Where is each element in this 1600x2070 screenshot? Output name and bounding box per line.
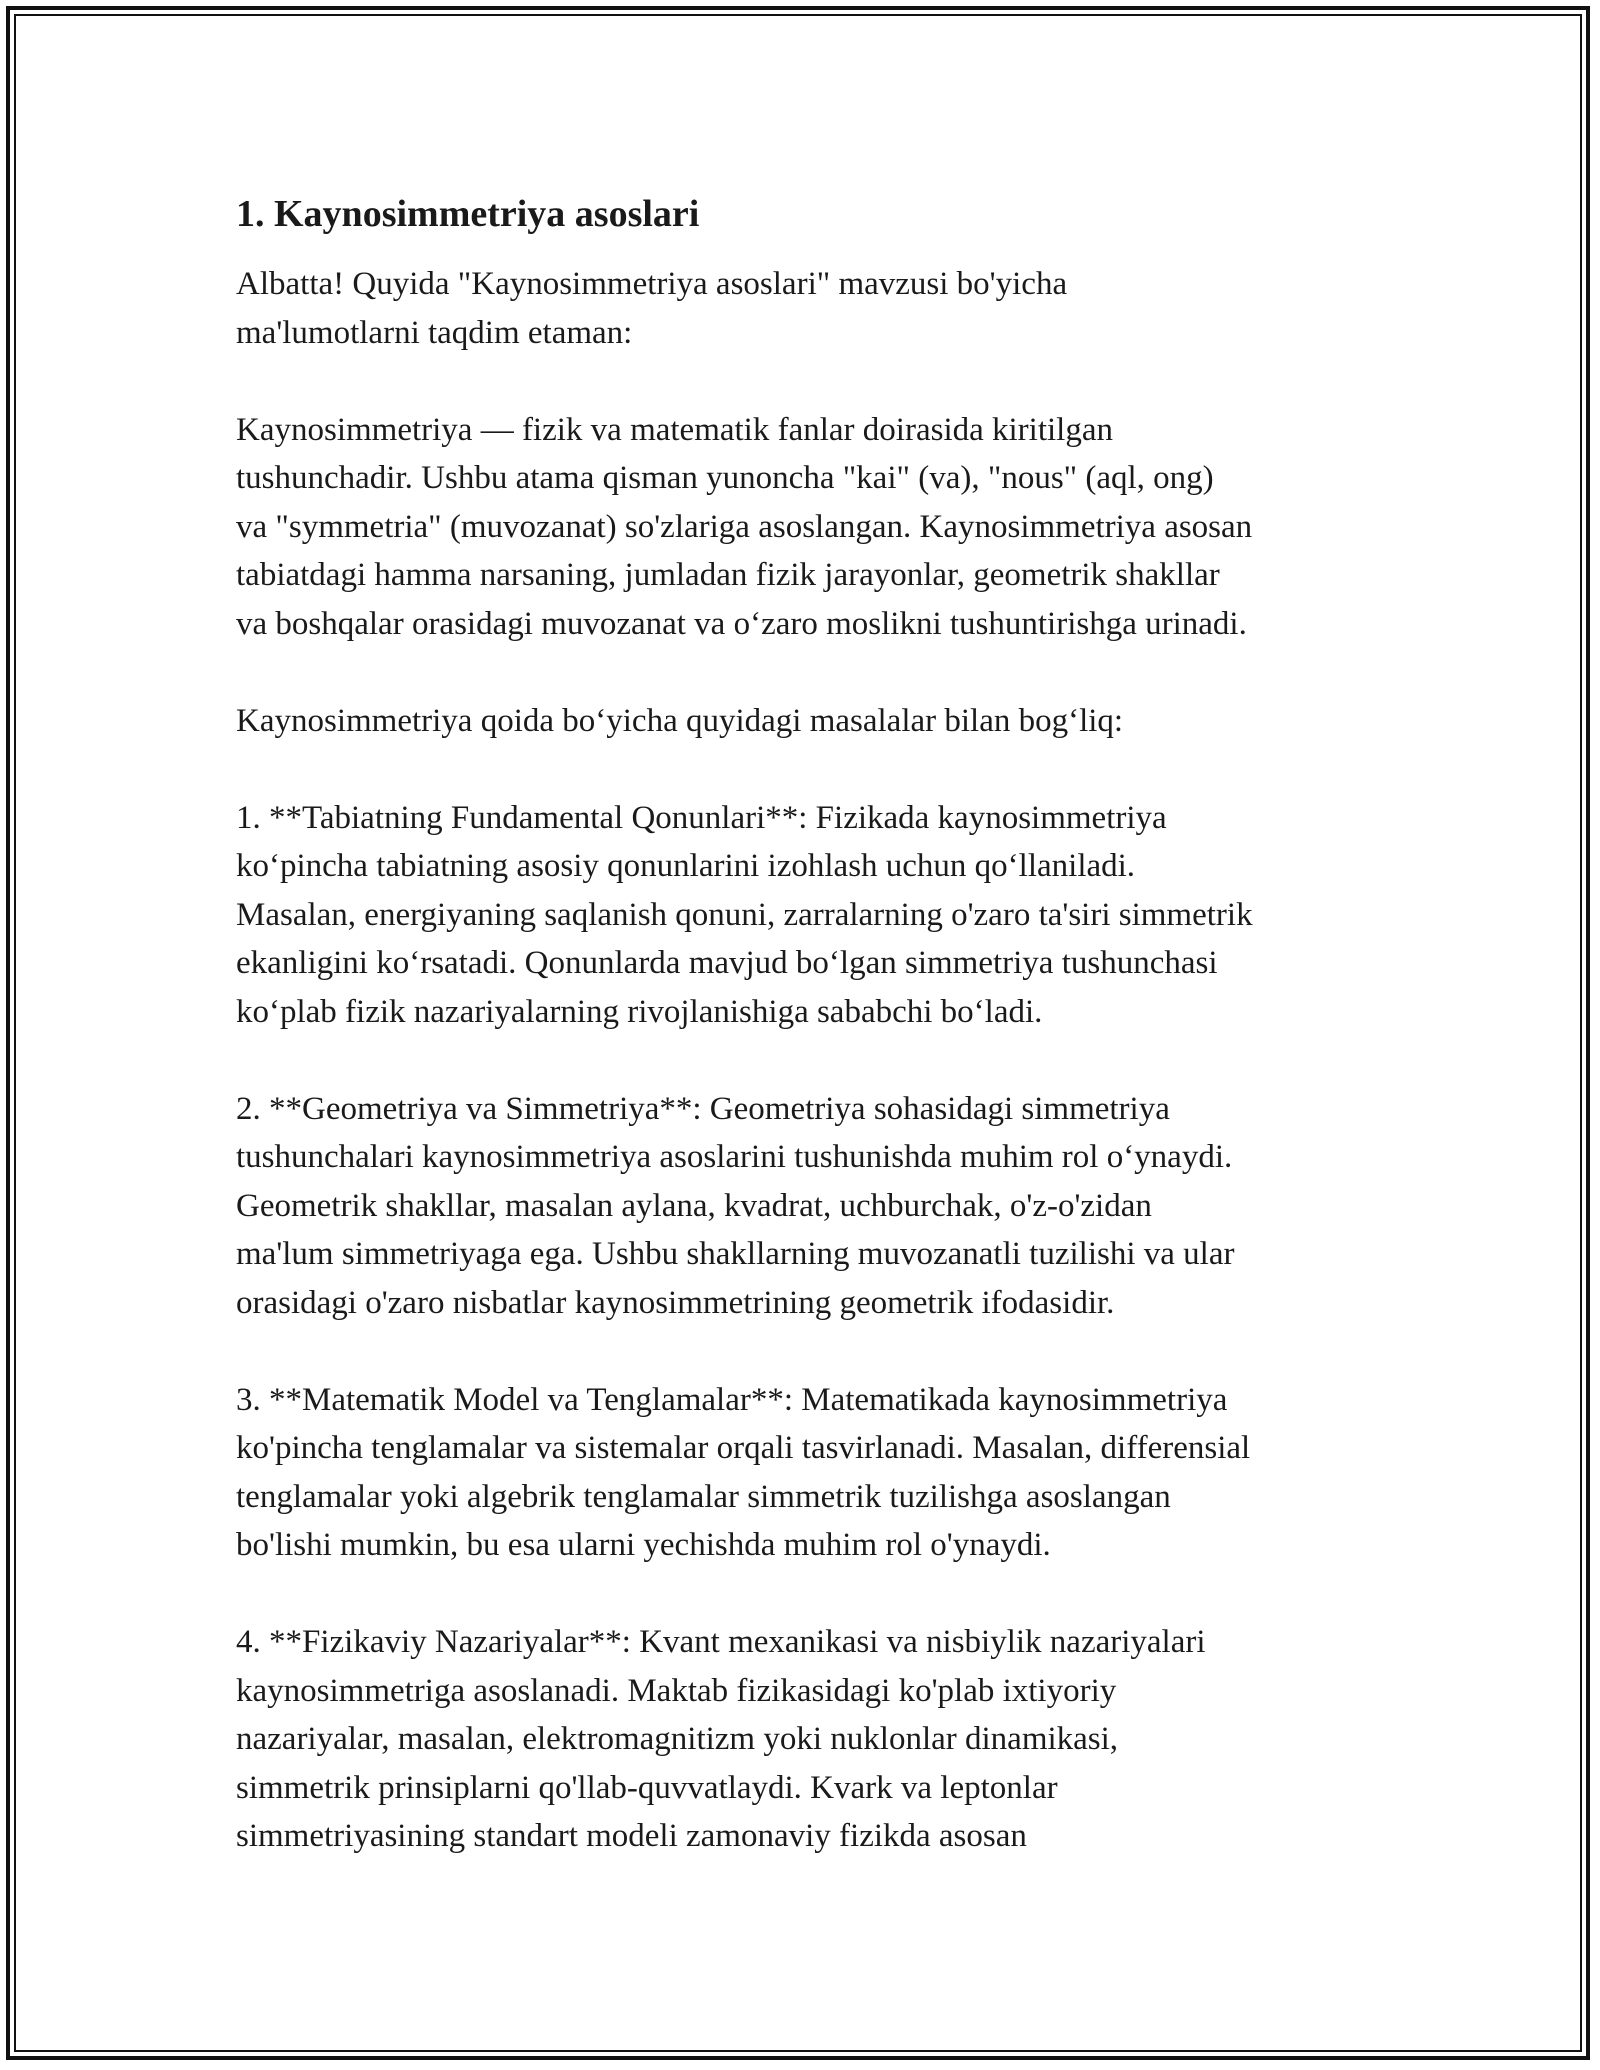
document-title: 1. Kaynosimmetriya asoslari — [236, 193, 700, 235]
list-item-physics-theories: 4. **Fizikaviy Nazariyalar**: Kvant mexanikasi va nisbiylik nazariyalari kaynosimmetriga asoslanadi. Maktab fizikasidagi ko'plab ixtiyoriy nazariyalar, masalan, elektromagnitizm yoki nuklonlar dinamikasi, simmetrik prinsiplarni qo'llab-quvvatlaydi. Kvark va leptonlar simmetriyasining standart modeli zamonaviy fizikda asosan — [236, 1624, 1206, 1854]
paragraph-definition: Kaynosimmetriya — fizik va matematik fanlar doirasida kiritilgan tushunchadir. Ushbu atama qisman yunoncha "kai" (va), "nous" (aql, ong) va "symmetria" (muvozanat) so'zlariga asoslangan. Kaynosimmetriya asosan tabiatdagi hamma narsaning, jumladan fizik jarayonlar, geometrik shakllar va boshqalar orasidagi muvozanat va o‘zaro moslikni tushuntirishga urinadi. — [236, 411, 1253, 642]
list-item-geometry: 2. **Geometriya va Simmetriya**: Geometriya sohasidagi simmetriya tushunchalari kaynosimmetriya asoslarini tushunishda muhim rol o‘ynaydi. Geometrik shakllar, masalan aylana, kvadrat, uchburchak, o'z-o'zidan ma'lum simmetriyaga ega. Ushbu shakllarning muvozanatli tuzilishi va ular orasidagi o'zaro nisbatlar kaynosimmetrining geometrik ifodasidir. — [236, 1090, 1235, 1321]
list-item-math-models: 3. **Matematik Model va Tenglamalar**: Matematikada kaynosimmetriya ko'pincha tenglamalar va sistemalar orqali tasvirlanadi. Masalan, differensial tenglamalar yoki algebrik tenglamalar simmetrik tuzilishga asoslangan bo'lishi mumkin, bu esa ularni yechishda muhim rol o'ynaydi. — [236, 1381, 1251, 1563]
paragraph-list-intro: Kaynosimmetriya qoida bo‘yicha quyidagi masalalar bilan bog‘liq: — [236, 702, 1124, 739]
document-body — [236, 186, 1386, 1861]
paragraph-intro: Albatta! Quyida "Kaynosimmetriya asoslari" mavzusi bo'yicha ma'lumotlarni taqdim etaman: — [236, 266, 1068, 351]
list-item-fundamental-laws: 1. **Tabiatning Fundamental Qonunlari**: Fizikada kaynosimmetriya ko‘pincha tabiatning asosiy qonunlarini izohlash uchun qo‘llaniladi. Masalan, energiyaning saqlanish qonuni, zarralarning o'zaro ta'siri simmetrik ekanligini ko‘rsatadi. Qonunlarda mavjud bo‘lgan simmetriya tushunchasi ko‘plab fizik nazariyalarning rivojlanishiga sababchi bo‘ladi. — [236, 799, 1253, 1030]
